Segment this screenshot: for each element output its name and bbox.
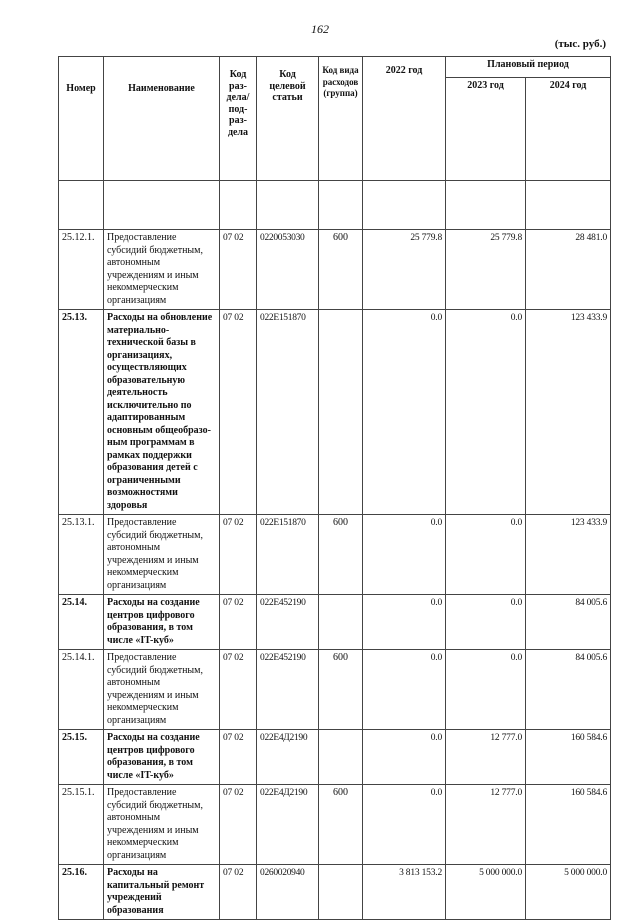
row-expense-type: 600 [319, 515, 363, 595]
header-year-2022: 2022 год [363, 57, 446, 181]
row-amount-2022: 0.0 [363, 650, 446, 730]
row-name: Расходы на обновление материально-технической базы в организациях, осуществляющих образовательную деятельность исключительно по адаптированным основным общеобразо-ным программам в рамках поддержки образования детей с ограниченными возможностями здоровья [104, 310, 220, 515]
row-section-code: 07 02 [220, 310, 257, 515]
row-amount-2023: 25 779.8 [446, 230, 526, 310]
row-name: Расходы на капитальный ремонт учреждений образования [104, 865, 220, 920]
table-row [59, 785, 611, 865]
row-expense-type: 600 [319, 650, 363, 730]
row-amount-2023: 0.0 [446, 595, 526, 650]
row-amount-2022: 3 813 153.2 [363, 865, 446, 920]
row-amount-2024: 5 000 000.0 [526, 865, 611, 920]
row-amount-2023: 12 777.0 [446, 785, 526, 865]
table-row [59, 865, 611, 920]
row-expense-type [319, 310, 363, 515]
row-name: Расходы на создание центров цифрового образования, в том числе «IT-куб» [104, 595, 220, 650]
page-number: 162 [311, 22, 329, 36]
row-target-code: 022Е452190 [257, 595, 319, 650]
row-amount-2022: 0.0 [363, 515, 446, 595]
row-amount-2024: 123 433.9 [526, 310, 611, 515]
row-expense-type: 600 [319, 230, 363, 310]
table-row [59, 515, 611, 595]
row-section-code: 07 02 [220, 865, 257, 920]
row-target-code: 022Е151870 [257, 515, 319, 595]
table-row [59, 730, 611, 785]
row-expense-type [319, 865, 363, 920]
budget-table [58, 56, 611, 920]
row-amount-2024: 160 584.6 [526, 730, 611, 785]
header-target-code: Код целевой статьи [257, 57, 319, 181]
row-amount-2022: 0.0 [363, 730, 446, 785]
row-expense-type [319, 730, 363, 785]
header-name: Наименование [104, 57, 220, 181]
row-target-code: 022Е452190 [257, 650, 319, 730]
row-name: Расходы на создание центров цифрового образования, в том числе «IT-куб» [104, 730, 220, 785]
units-label: (тыс. руб.) [554, 38, 606, 50]
row-section-code: 07 02 [220, 230, 257, 310]
header-number: Номер [59, 57, 104, 181]
row-amount-2024: 160 584.6 [526, 785, 611, 865]
row-number: 25.14. [59, 595, 104, 650]
row-section-code: 07 02 [220, 515, 257, 595]
row-name: Предоставление субсидий бюджетным, автономным учреждениям и иным некоммерческим организациям [104, 785, 220, 865]
table-row [59, 595, 611, 650]
row-name: Предоставление субсидий бюджетным, автономным учреждениям и иным некоммерческим организациям [104, 230, 220, 310]
row-amount-2022: 0.0 [363, 595, 446, 650]
row-amount-2022: 0.0 [363, 785, 446, 865]
row-number: 25.15.1. [59, 785, 104, 865]
row-number: 25.15. [59, 730, 104, 785]
row-amount-2023: 0.0 [446, 310, 526, 515]
row-amount-2023: 12 777.0 [446, 730, 526, 785]
row-amount-2023: 0.0 [446, 650, 526, 730]
row-number: 25.13.1. [59, 515, 104, 595]
row-number: 25.12.1. [59, 230, 104, 310]
table-row [59, 650, 611, 730]
row-number: 25.14.1. [59, 650, 104, 730]
row-name: Предоставление субсидий бюджетным, автономным учреждениям и иным некоммерческим организациям [104, 515, 220, 595]
spacer-row [59, 181, 611, 230]
row-amount-2024: 123 433.9 [526, 515, 611, 595]
row-amount-2022: 25 779.8 [363, 230, 446, 310]
row-target-code: 022Е4Д2190 [257, 785, 319, 865]
row-amount-2024: 84 005.6 [526, 650, 611, 730]
row-section-code: 07 02 [220, 650, 257, 730]
row-target-code: 0260020940 [257, 865, 319, 920]
row-expense-type [319, 595, 363, 650]
row-name: Предоставление субсидий бюджетным, автономным учреждениям и иным некоммерческим организациям [104, 650, 220, 730]
row-section-code: 07 02 [220, 785, 257, 865]
header-planning-period: Плановый период [446, 57, 611, 78]
row-amount-2023: 5 000 000.0 [446, 865, 526, 920]
row-amount-2024: 84 005.6 [526, 595, 611, 650]
header-section-code: Код раз-дела/ под-раз-дела [220, 57, 257, 181]
row-target-code: 022Е151870 [257, 310, 319, 515]
row-section-code: 07 02 [220, 730, 257, 785]
header-expense-type-code: Код вида расходов (группа) [319, 57, 363, 181]
row-number: 25.16. [59, 865, 104, 920]
table-row [59, 310, 611, 515]
row-expense-type: 600 [319, 785, 363, 865]
row-amount-2023: 0.0 [446, 515, 526, 595]
row-target-code: 0220053030 [257, 230, 319, 310]
header-year-2024: 2024 год [526, 78, 611, 181]
row-target-code: 022Е4Д2190 [257, 730, 319, 785]
row-amount-2024: 28 481.0 [526, 230, 611, 310]
row-section-code: 07 02 [220, 595, 257, 650]
header-year-2023: 2023 год [446, 78, 526, 181]
row-number: 25.13. [59, 310, 104, 515]
row-amount-2022: 0.0 [363, 310, 446, 515]
table-row [59, 230, 611, 310]
